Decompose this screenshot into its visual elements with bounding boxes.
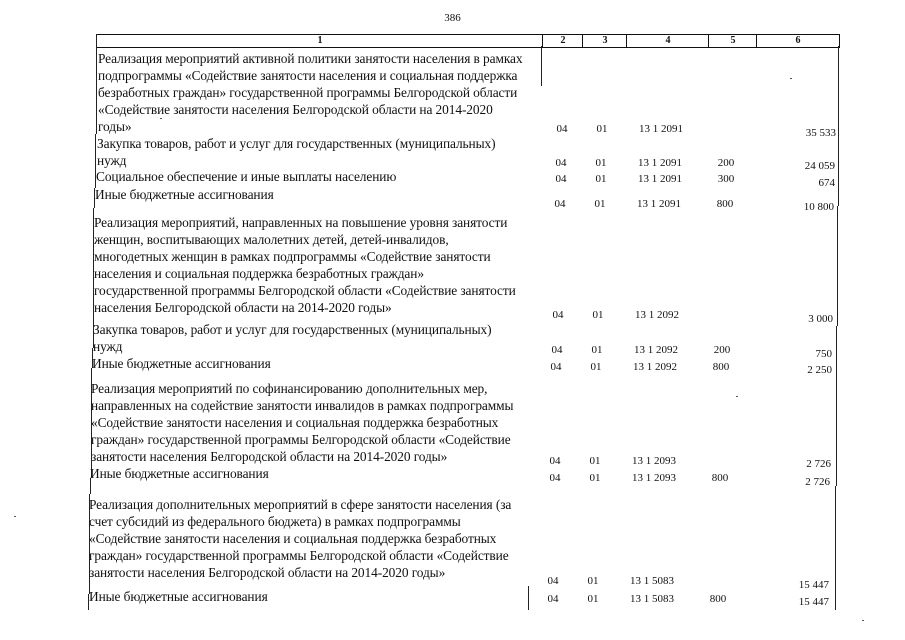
page-number: 386 (444, 12, 461, 24)
scan-speck (14, 516, 16, 517)
table-right-border-4 (835, 486, 836, 610)
row-description: Иные бюджетные ассигнования (95, 187, 274, 202)
header-col-5: 5 (708, 34, 757, 48)
row-vr: 800 (716, 198, 734, 210)
row-description: Реализация мероприятий активной политики занятости населения в рамках подпрограммы «Содействие занятости населения и социальная поддержка безработных граждан» государственной программы Белгородской области «Содействие занятости населения Белгородской области на 2014-2020 годы» (98, 51, 523, 134)
row-razdel: 04 (554, 198, 566, 210)
row-razdel: 04 (555, 173, 567, 185)
row-razdel: 04 (550, 361, 562, 373)
row-csr: 13 1 2091 (638, 157, 682, 169)
row-sum: 15 447 (798, 596, 829, 608)
row-sum: 2 250 (807, 364, 832, 376)
scan-speck (862, 620, 864, 621)
row-description: Реализация дополнительных мероприятий в сфере занятости населения (за счет субсидий из федерального бюджета) в рамках подпрограммы «Содействие занятости населения и социальная поддержка безработных граждан» государственной программы Белгородской области «Содействие занятости населения Белгородской области на 2014-2020 годы» (89, 497, 512, 580)
row-podrazdel: 01 (592, 309, 604, 321)
header-col-6: 6 (756, 34, 840, 48)
row-vr: 300 (717, 173, 735, 185)
row-podrazdel: 01 (590, 361, 602, 373)
row-csr: 13 1 2092 (633, 361, 677, 373)
row-razdel: 04 (555, 157, 567, 169)
row-csr: 13 1 5083 (630, 593, 674, 605)
row-csr: 13 1 2092 (635, 309, 679, 321)
scan-speck (160, 118, 162, 119)
row-sum: 15 447 (798, 579, 829, 591)
row-razdel: 04 (549, 472, 561, 484)
row-csr: 13 1 2091 (639, 123, 683, 135)
scan-speck (736, 396, 738, 397)
row-csr: 13 1 2093 (632, 472, 676, 484)
row-razdel: 04 (551, 344, 563, 356)
row-sum: 10 800 (803, 201, 834, 213)
row-description: Социальное обеспечение и иные выплаты населению (96, 169, 397, 184)
row-razdel: 04 (556, 123, 568, 135)
header-col-2: 2 (542, 34, 583, 48)
row-description: Иные бюджетные ассигнования (90, 466, 269, 481)
row-podrazdel: 01 (589, 455, 601, 467)
scan-speck (790, 78, 792, 79)
row-description: Иные бюджетные ассигнования (89, 589, 268, 604)
row-description: Реализация мероприятий, направленных на повышение уровня занятости женщин, воспитывающих малолетних детей, детей-инвалидов, многодетных женщин в рамках подпрограммы «Содействие занятости населения и социальная поддержка безработных граждан» государственной программы Белгородской области «Содействие занятости населения Белгородской области на 2014-2020 годы» (94, 215, 516, 315)
row-vr: 200 (717, 157, 735, 169)
row-sum: 3 000 (808, 313, 833, 325)
row-csr: 13 1 2092 (634, 344, 678, 356)
row-csr: 13 1 2093 (632, 455, 676, 467)
table-right-border-2 (837, 206, 838, 326)
row-podrazdel: 01 (587, 575, 599, 587)
row-description: Реализация мероприятий по софинансированию дополнительных мер, направленных на содействие занятости инвалидов в рамках подпрограммы «Содействие занятости населения и социальная поддержка безработных граждан» государственной программы Белгородской области «Содействие занятости населения Белгородской области на 2014-2020 годы» (91, 381, 514, 464)
row-sum: 2 726 (806, 458, 831, 470)
row-vr: 800 (712, 361, 730, 373)
header-col-3: 3 (582, 34, 627, 48)
row-csr: 13 1 5083 (630, 575, 674, 587)
row-sum: 35 533 (805, 127, 836, 139)
row-podrazdel: 01 (587, 593, 599, 605)
row-razdel: 04 (552, 309, 564, 321)
row-podrazdel: 01 (595, 173, 607, 185)
row-podrazdel: 01 (595, 157, 607, 169)
row-vr: 800 (709, 593, 727, 605)
row-description: Закупка товаров, работ и услуг для государственных (муниципальных) нужд (93, 322, 492, 354)
row-razdel: 04 (547, 593, 559, 605)
row-sum: 24 059 (804, 160, 835, 172)
row-sum: 2 726 (805, 476, 830, 488)
header-col-1: 1 (96, 34, 543, 48)
row-razdel: 04 (547, 575, 559, 587)
row-razdel: 04 (549, 455, 561, 467)
row-podrazdel: 01 (594, 198, 606, 210)
row-podrazdel: 01 (596, 123, 608, 135)
row-podrazdel: 01 (591, 344, 603, 356)
row-description: Закупка товаров, работ и услуг для государственных (муниципальных) нужд (97, 136, 496, 168)
row-csr: 13 1 2091 (638, 173, 682, 185)
row-description: Иные бюджетные ассигнования (92, 356, 271, 371)
header-col-4: 4 (626, 34, 709, 48)
row-podrazdel: 01 (589, 472, 601, 484)
row-sum: 674 (818, 177, 835, 189)
table-left-border-1 (96, 34, 97, 134)
row-vr: 800 (711, 472, 729, 484)
row-csr: 13 1 2091 (637, 198, 681, 210)
row-vr: 200 (713, 344, 731, 356)
table-right-border-3 (836, 326, 837, 486)
table-right-border-1 (838, 46, 839, 206)
row-sum: 750 (815, 348, 832, 360)
